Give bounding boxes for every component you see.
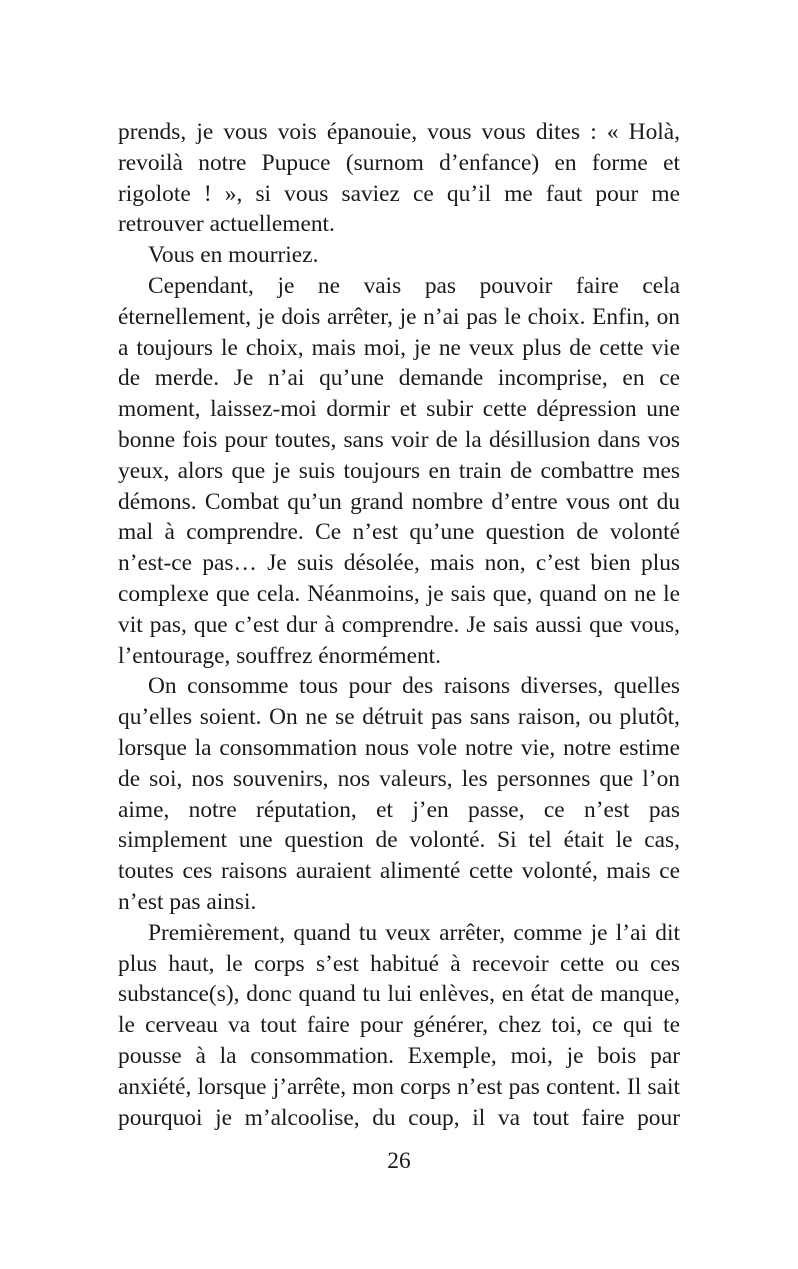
body-text [118, 117, 680, 1133]
paragraph-4: On consomme tous pour des raisons diverses, quelles qu’elles soient. On ne se détruit pas sans raison, ou plutôt, lorsque la consommation nous vole notre vie, notre estime de soi, nos souvenirs, nos valeurs, les personnes que l’on aime, notre réputation, et j’en passe, ce n’est pas simplement une question de volonté. Si tel était le cas, toutes ces raisons auraient alimenté cette volonté, mais ce n’est pas ainsi. [118, 673, 680, 915]
paragraph-3: Cependant, je ne vais pas pouvoir faire cela éternellement, je dois arrêter, je n’ai pas le choix. Enfin, on a toujours le choix, mais moi, je ne veux plus de cette vie de merde. Je n’ai qu’une demande incomprise, en ce moment, laissez-moi dormir et subir cette dépression une bonne fois pour toutes, sans voir de la désillusion dans vos yeux, alors que je suis toujours en train de combattre mes démons. Combat qu’un grand nombre d’entre vous ont du mal à comprendre. Ce n’est qu’une question de volonté n’est-ce pas… Je suis désolée, mais non, c’est bien plus complexe que cela. Néanmoins, je sais que, quand on ne le vit pas, que c’est dur à comprendre. Je sais aussi que vous, l’entourage, souffrez énormément. [118, 272, 680, 669]
page-number: 26 [387, 1148, 411, 1174]
paragraph-2: Vous en mourriez. [148, 242, 319, 269]
paragraph-5: Premièrement, quand tu veux arrêter, comme je l’ai dit plus haut, le corps s’est habitué à recevoir cette ou ces substance(s), donc quand tu lui enlèves, en état de manque, le cerveau va tout faire pour générer, chez toi, ce qui te pousse à la consommation. Exemple, moi, je bois par anxiété, lorsque j’arrête, mon corps n’est pas content. Il sait pourquoi je m’alcoolise, du coup, il va tout faire pour [118, 919, 680, 1131]
paragraph-1: prends, je vous vois épanouie, vous vous dites : « Holà, revoilà notre Pupuce (surnom d’enfance) en forme et rigolote ! », si vous saviez ce qu’il me faut pour me retrouver actuellement. [118, 119, 680, 238]
